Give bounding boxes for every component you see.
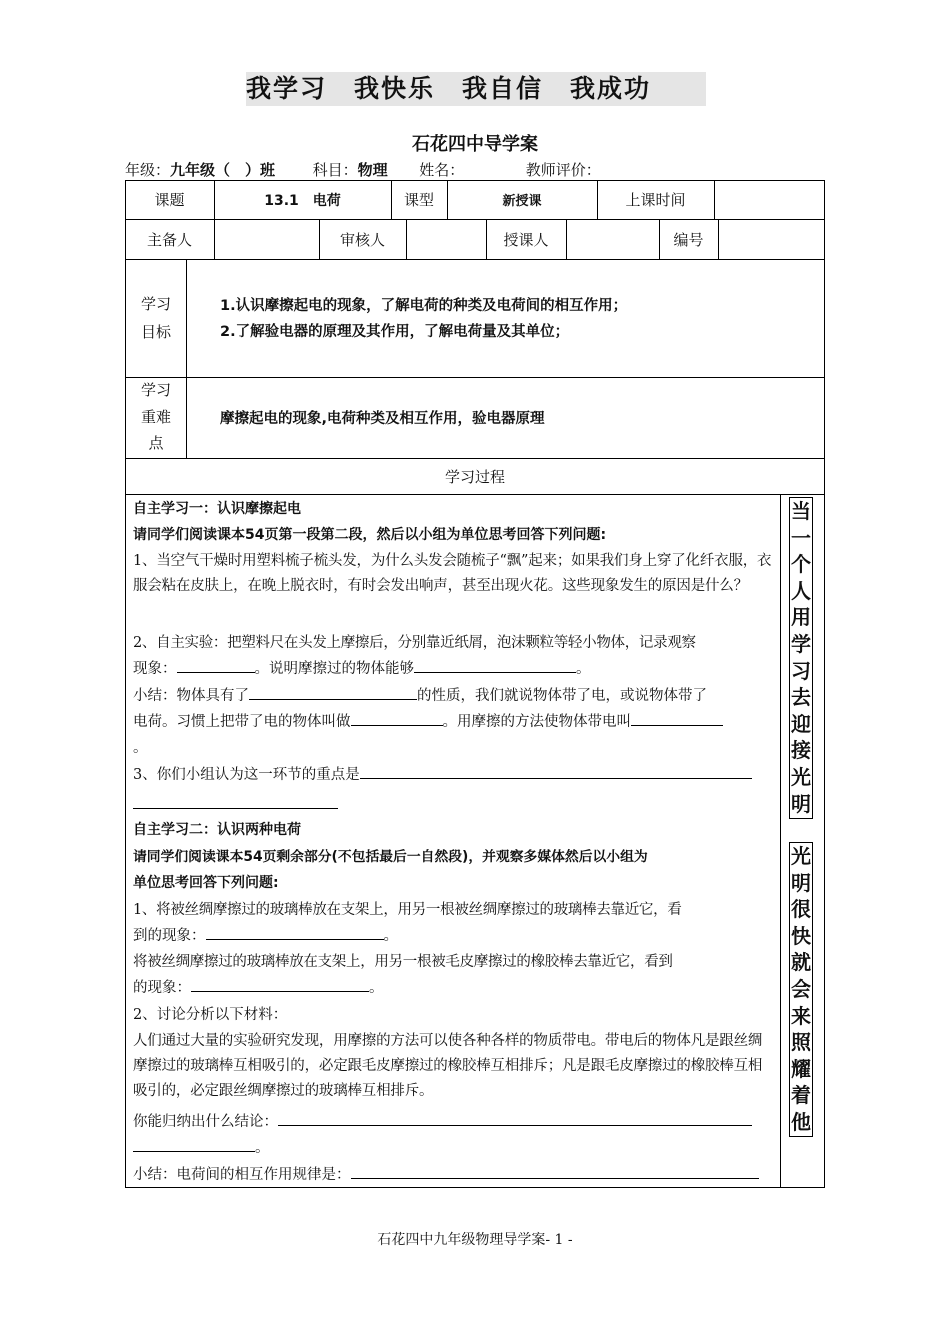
section1-question-2a: 2、自主实验：把塑料尺在头发上摩擦后，分别靠近纸屑，泡沫颗粒等轻小物体，记录观察 <box>133 635 696 651</box>
key-points-label: 学习 重难 点 <box>140 381 171 452</box>
answer-blank[interactable] <box>351 710 443 726</box>
number-label: 编号 <box>673 230 704 249</box>
answer-blank[interactable] <box>278 1110 752 1126</box>
side-motto-char: 一 <box>791 525 811 550</box>
side-motto-char: 迎 <box>791 711 811 736</box>
side-motto-char: 当 <box>791 499 811 523</box>
answer-blank[interactable] <box>631 710 723 726</box>
topic-label: 课题 <box>154 191 185 209</box>
section2-question-1c: 将被丝绸摩擦过的玻璃棒放在支架上，用另一根被毛皮摩擦过的橡胶棒去靠近它，看到 <box>133 954 673 970</box>
section1-summary-a: 小结：物体具有了 的性质，我们就说物体带了电，或说物体带了 <box>133 684 775 709</box>
preparer-label: 主备人 <box>146 230 192 249</box>
subject-value: 物理 <box>357 161 388 179</box>
side-motto-char: 他 <box>791 1109 811 1134</box>
reviewer-label: 审核人 <box>339 230 385 249</box>
side-motto-char: 明 <box>791 870 811 895</box>
answer-blank[interactable] <box>249 684 417 700</box>
motto-banner: 我学习 我快乐 我自信 我成功 <box>246 72 706 106</box>
side-motto-2 <box>789 842 813 1137</box>
side-motto-char: 个 <box>791 552 811 577</box>
grade-value: 九年级（ ）班 <box>170 161 276 179</box>
section1-question-2b: 现象： 。说明摩擦过的物体能够 。 <box>133 657 775 682</box>
side-motto-char: 光 <box>791 844 811 868</box>
answer-blank[interactable] <box>177 657 255 673</box>
process-header: 学习过程 <box>444 467 505 486</box>
answer-blank[interactable] <box>206 924 384 940</box>
section2-question-1d: 的现象： 。 <box>133 976 775 1001</box>
meta-line <box>125 159 601 180</box>
section2-conclusion: 你能归纳出什么结论： <box>133 1110 775 1135</box>
section2-question-1b: 到的现象： 。 <box>133 924 775 949</box>
section1-instruction: 请同学们阅读课本54页第一段第二段，然后以小组为单位思考回答下列问题: <box>133 527 607 543</box>
section2-material: 人们通过大量的实验研究发现，用摩擦的方法可以使各种各样的物质带电。带电后的物体凡是跟丝绸摩擦过的玻璃棒互相吸引的，必定跟毛皮摩擦过的橡胶棒互相排斥；凡是跟毛皮摩擦过的橡胶棒互相吸引的，必定跟丝绸摩擦过的玻璃棒互相排斥。 <box>133 1033 763 1099</box>
section2-summary: 小结：电荷间的相互作用规律是： <box>133 1163 775 1188</box>
side-motto-char: 来 <box>791 1003 811 1028</box>
side-motto-char: 接 <box>791 738 811 763</box>
section1-question-3: 3、你们小组认为这一环节的重点是 <box>133 763 775 788</box>
name-label: 姓名： <box>419 161 465 179</box>
time-label: 上课时间 <box>625 191 686 209</box>
side-motto-1 <box>789 497 813 819</box>
section2-question-2: 2、讨论分析以下材料： <box>133 1007 288 1023</box>
answer-blank-line[interactable] <box>133 808 338 809</box>
page-footer: 石花四中九年级物理导学案- 1 - <box>377 1232 573 1248</box>
side-motto-char: 学 <box>791 631 811 656</box>
side-motto-char: 就 <box>791 950 811 975</box>
type-label: 课型 <box>403 191 434 209</box>
side-motto-char: 用 <box>791 605 811 630</box>
subject-label: 科目： <box>312 161 358 179</box>
side-motto-char: 去 <box>791 685 811 710</box>
answer-blank[interactable] <box>360 763 752 779</box>
side-motto-char: 照 <box>791 1030 811 1055</box>
answer-blank[interactable] <box>414 657 576 673</box>
section1-summary-b: 电荷。习惯上把带了电的物体叫做 。用摩擦的方法使物体带电叫 <box>133 710 775 735</box>
section2-conclusion-end: 。 <box>133 1136 775 1161</box>
side-motto-char: 快 <box>791 923 811 948</box>
key-points-content: 摩擦起电的现象,电荷种类及相互作用，验电器原理 <box>220 411 545 427</box>
answer-blank[interactable] <box>191 976 369 992</box>
page-title: 石花四中导学案 <box>412 134 538 155</box>
side-motto-char: 很 <box>791 897 811 922</box>
section2-instruction-2: 单位思考回答下列问题: <box>133 875 279 891</box>
section1-heading: 自主学习一：认识摩擦起电 <box>133 501 301 517</box>
side-motto-char: 明 <box>791 791 811 816</box>
section1-summary-c: 。 <box>133 740 148 756</box>
side-motto-char: 习 <box>791 658 811 683</box>
section2-heading: 自主学习二：认识两种电荷 <box>133 822 301 838</box>
side-motto-char: 着 <box>791 1083 811 1108</box>
section2-instruction-1: 请同学们阅读课本54页剩余部分(不包括最后一自然段)，并观察多媒体然后以小组为 <box>133 849 648 865</box>
goal-item-1: 1.认识摩擦起电的现象，了解电荷的种类及电荷间的相互作用； <box>220 298 628 314</box>
topic-value: 13.1 电荷 <box>264 192 341 209</box>
section1-question-1: 1、当空气干燥时用塑料梳子梳头发，为什么头发会随梳子“飘”起来；如果我们身上穿了化纤衣服，衣服会粘在皮肤上，在晚上脱衣时，有时会发出响声，甚至出现火花。这些现象发生的原因是什么？ <box>133 553 772 594</box>
grade-label: 年级： <box>125 161 171 179</box>
goals-label: 学习 目标 <box>140 295 171 341</box>
goal-item-2: 2.了解验电器的原理及其作用，了解电荷量及其单位； <box>220 324 570 340</box>
teacher-eval-label: 教师评价： <box>525 161 601 179</box>
section2-question-1a: 1、将被丝绸摩擦过的玻璃棒放在支架上，用另一根被丝绸摩擦过的玻璃棒去靠近它，看 <box>133 902 682 918</box>
answer-blank[interactable] <box>351 1163 759 1179</box>
side-motto-char: 耀 <box>791 1056 811 1081</box>
answer-blank[interactable] <box>133 1136 255 1152</box>
side-motto-char: 会 <box>791 976 811 1001</box>
side-motto-char: 人 <box>791 578 811 603</box>
side-motto-char: 光 <box>791 764 811 789</box>
type-value: 新授课 <box>502 194 542 209</box>
lecturer-label: 授课人 <box>503 230 549 249</box>
